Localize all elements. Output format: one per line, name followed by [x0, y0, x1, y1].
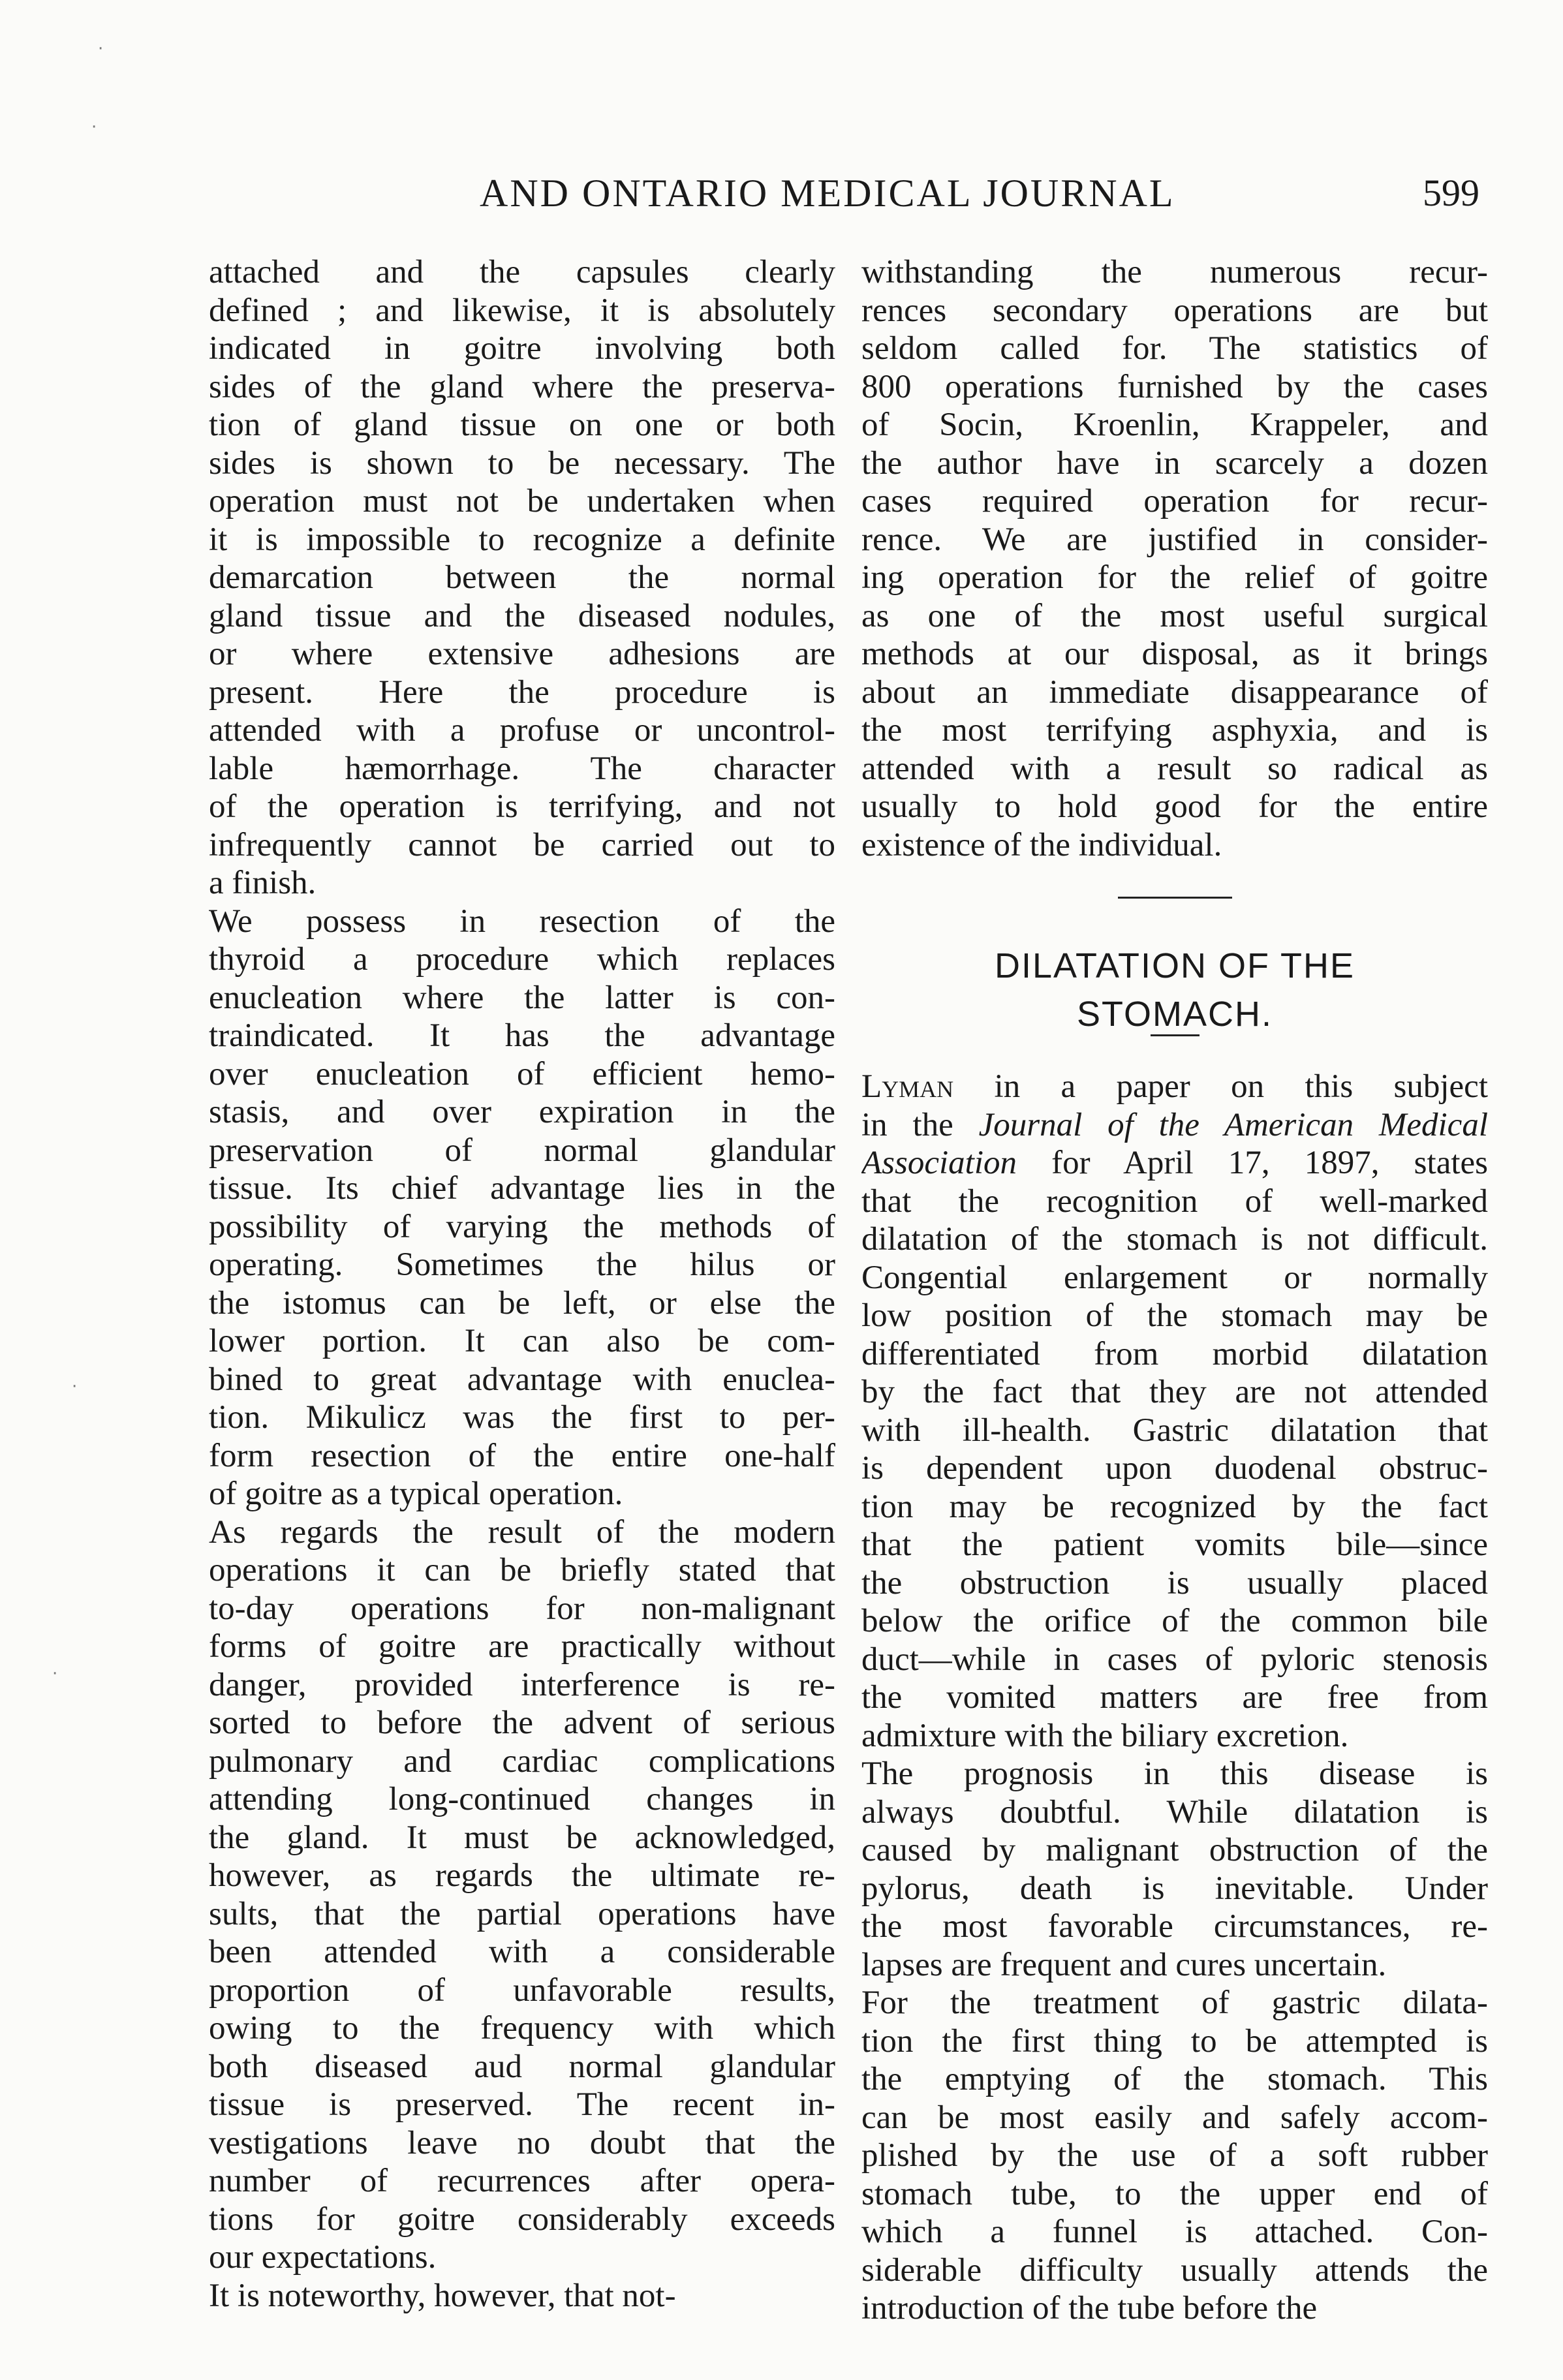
- article-line: Association for April 17, 1897, states: [861, 1145, 1488, 1181]
- text-line: to-day operations for non-malignant: [209, 1590, 835, 1627]
- text-line: seldom called for. The statistics of: [861, 330, 1488, 367]
- text-line: our expectations.: [209, 2239, 437, 2276]
- text-line: the author have in scarcely a dozen: [861, 444, 1488, 482]
- text-line: gland tissue and the diseased nodules,: [209, 597, 835, 634]
- text-line: usually to hold good for the entire: [861, 788, 1488, 825]
- text-line: always doubtful. While dilatation is: [861, 1793, 1488, 1831]
- text-line: As regards the result of the modern: [209, 1513, 835, 1551]
- author-name: Lyman: [861, 1068, 954, 1105]
- text-line: stasis, and over expiration in the: [209, 1094, 835, 1130]
- text-line: tissue. Its chief advantage lies in the: [209, 1170, 835, 1207]
- text-line: of Socin, Kroenlin, Krappeler, and: [861, 407, 1488, 443]
- text-line: below the orifice of the common bile: [861, 1603, 1488, 1639]
- left-column: [209, 253, 835, 2315]
- text-line: infrequently cannot be carried out to: [209, 826, 835, 863]
- text-line: forms of goitre are practically without: [209, 1628, 835, 1665]
- text-line: enucleation where the latter is con-: [209, 979, 835, 1016]
- text-line: differentiated from morbid dilatation: [861, 1335, 1488, 1372]
- text-line: that the patient vomits bile—since: [861, 1526, 1488, 1563]
- text-line: over enucleation of efficient hemo-: [209, 1055, 835, 1092]
- text-line: pylorus, death is inevitable. Under: [861, 1870, 1488, 1907]
- text-line: which a funnel is attached. Con-: [861, 2214, 1488, 2250]
- text-line: rences secondary operations are but: [861, 292, 1488, 329]
- text-line: defined ; and likewise, it is absolutely: [209, 292, 835, 329]
- text-line: as one of the most useful surgical: [861, 597, 1488, 634]
- text-line: both diseased aud normal glandular: [209, 2048, 835, 2085]
- text-line: or where extensive adhesions are: [209, 636, 835, 672]
- text-line: attended with a profuse or uncontrol-: [209, 712, 835, 749]
- article-heading-line-1: DILATATION OF THE: [994, 946, 1355, 985]
- text-line: that the recognition of well-marked: [861, 1182, 1488, 1220]
- scan-speck: ·: [98, 39, 104, 59]
- page-number: 599: [1423, 172, 1479, 214]
- text-line: by the fact that they are not attended: [861, 1374, 1488, 1410]
- text-line: sides of the gland where the preserva-: [209, 368, 835, 405]
- right-column-continuation: [861, 253, 1488, 864]
- text-line: We possess in resection of the: [209, 903, 835, 940]
- text-line: lower portion. It can also be com-: [209, 1323, 835, 1359]
- article-body: [861, 1068, 1488, 2328]
- text-line: tion the first thing to be attempted is: [861, 2022, 1488, 2060]
- right-column: [861, 253, 1488, 2328]
- article-line: in the Journal of the American Medical: [861, 1106, 1488, 1143]
- text-line: the istomus can be left, or else the: [209, 1284, 835, 1321]
- text-line: low position of the stomach may be: [861, 1297, 1488, 1334]
- text-line: tion. Mikulicz was the first to per-: [209, 1399, 835, 1436]
- running-title: AND ONTARIO MEDICAL JOURNAL: [480, 172, 1175, 215]
- scan-speck: ·: [52, 1664, 58, 1684]
- text-line: however, as regards the ultimate re-: [209, 1857, 835, 1894]
- text-line: thyroid a procedure which replaces: [209, 941, 835, 978]
- text-line: dilatation of the stomach is not difficult.: [861, 1221, 1488, 1258]
- text-line: indicated in goitre involving both: [209, 330, 835, 367]
- text-line: existence of the individual.: [861, 826, 1222, 863]
- text-line: It is noteworthy, however, that not-: [209, 2277, 676, 2314]
- text-line: form resection of the entire one-half: [209, 1437, 835, 1474]
- text-line: plished by the use of a soft rubber: [861, 2137, 1488, 2174]
- text-line: present. Here the procedure is: [209, 673, 835, 711]
- text-line: vestigations leave no doubt that the: [209, 2124, 835, 2161]
- scan-speck: ·: [72, 1377, 78, 1397]
- text-line: owing to the frequency with which: [209, 2010, 835, 2047]
- text-line: the gland. It must be acknowledged,: [209, 1819, 835, 1856]
- article-heading: [861, 942, 1488, 1038]
- text-line: about an immediate disappearance of: [861, 673, 1488, 711]
- text-line: can be most easily and safely accom-: [861, 2099, 1488, 2136]
- text-line: attached and the capsules clearly: [209, 254, 835, 290]
- text-line: operations it can be briefly stated that: [209, 1552, 835, 1588]
- text-line: caused by malignant obstruction of the: [861, 1832, 1488, 1868]
- text-line: 800 operations furnished by the cases: [861, 368, 1488, 405]
- article-line: Lyman in a paper on this subject: [861, 1068, 1488, 1105]
- text-line: siderable difficulty usually attends the: [861, 2251, 1488, 2289]
- text-line: proportion of unfavorable results,: [209, 1971, 835, 2009]
- article-lines: [861, 1182, 1488, 2328]
- text-line: cases required operation for recur-: [861, 483, 1488, 519]
- text-line: operating. Sometimes the hilus or: [209, 1246, 835, 1283]
- text-line: number of recurrences after opera-: [209, 2163, 835, 2199]
- text-line: sorted to before the advent of serious: [209, 1705, 835, 1741]
- text-line: ing operation for the relief of goitre: [861, 559, 1488, 596]
- text-line: lable hæmorrhage. The character: [209, 750, 835, 787]
- text-line: the obstruction is usually placed: [861, 1564, 1488, 1601]
- text-line: of goitre as a typical operation.: [209, 1476, 623, 1512]
- text-line: tissue is preserved. The recent in-: [209, 2086, 835, 2123]
- article-heading-line-2: STOMACH.: [1076, 995, 1273, 1034]
- text-line: rence. We are justified in consider-: [861, 521, 1488, 558]
- text-line: possibility of varying the methods of: [209, 1208, 835, 1245]
- text-line: sults, that the partial operations have: [209, 1895, 835, 1932]
- text-line: tion may be recognized by the fact: [861, 1488, 1488, 1525]
- text-line: admixture with the biliary excretion.: [861, 1717, 1349, 1754]
- text-line: tion of gland tissue on one or both: [209, 407, 835, 443]
- text-line: withstanding the numerous recur-: [861, 254, 1488, 290]
- text-line: of the operation is terrifying, and not: [209, 788, 835, 825]
- scan-speck: ·: [91, 117, 97, 137]
- text-line: tions for goitre considerably exceeds: [209, 2201, 835, 2238]
- text-line: is dependent upon duodenal obstruc-: [861, 1450, 1488, 1487]
- text-line: bined to great advantage with enuclea-: [209, 1361, 835, 1398]
- text-line: preservation of normal glandular: [209, 1132, 835, 1169]
- text-line: pulmonary and cardiac complications: [209, 1742, 835, 1780]
- text-line: the most terrifying asphyxia, and is: [861, 712, 1488, 749]
- text-line: sides is shown to be necessary. The: [209, 444, 835, 482]
- text-line: introduction of the tube before the: [861, 2290, 1318, 2326]
- text-line: demarcation between the normal: [209, 559, 835, 596]
- journal-title: Journal of the American Medical: [978, 1106, 1488, 1143]
- text-line: operation must not be undertaken when: [209, 483, 835, 519]
- text-line: danger, provided interference is re-: [209, 1666, 835, 1703]
- text-line: Congential enlargement or normally: [861, 1259, 1488, 1296]
- text-line: For the treatment of gastric dilata-: [861, 1985, 1488, 2021]
- text-line: stomach tube, to the upper end of: [861, 2175, 1488, 2212]
- text-line: traindicated. It has the advantage: [209, 1017, 835, 1054]
- text-line: been attended with a considerable: [209, 1934, 835, 1970]
- journal-title-cont: Association: [861, 1145, 1017, 1181]
- text-line: methods at our disposal, as it brings: [861, 636, 1488, 672]
- text-line: attending long-continued changes in: [209, 1781, 835, 1817]
- text-line: duct—while in cases of pyloric stenosis: [861, 1641, 1488, 1678]
- text-line: attended with a result so radical as: [861, 750, 1488, 787]
- text-line: with ill-health. Gastric dilatation that: [861, 1412, 1488, 1449]
- text-line: a finish.: [209, 865, 317, 901]
- text-line: the vomited matters are free from: [861, 1679, 1488, 1716]
- text-line: it is impossible to recognize a definite: [209, 521, 835, 558]
- text-line: The prognosis in this disease is: [861, 1755, 1488, 1792]
- text-line: the most favorable circumstances, re-: [861, 1908, 1488, 1945]
- text-line: lapses are frequent and cures uncertain.: [861, 1946, 1387, 1983]
- text-line: the emptying of the stomach. This: [861, 2061, 1488, 2097]
